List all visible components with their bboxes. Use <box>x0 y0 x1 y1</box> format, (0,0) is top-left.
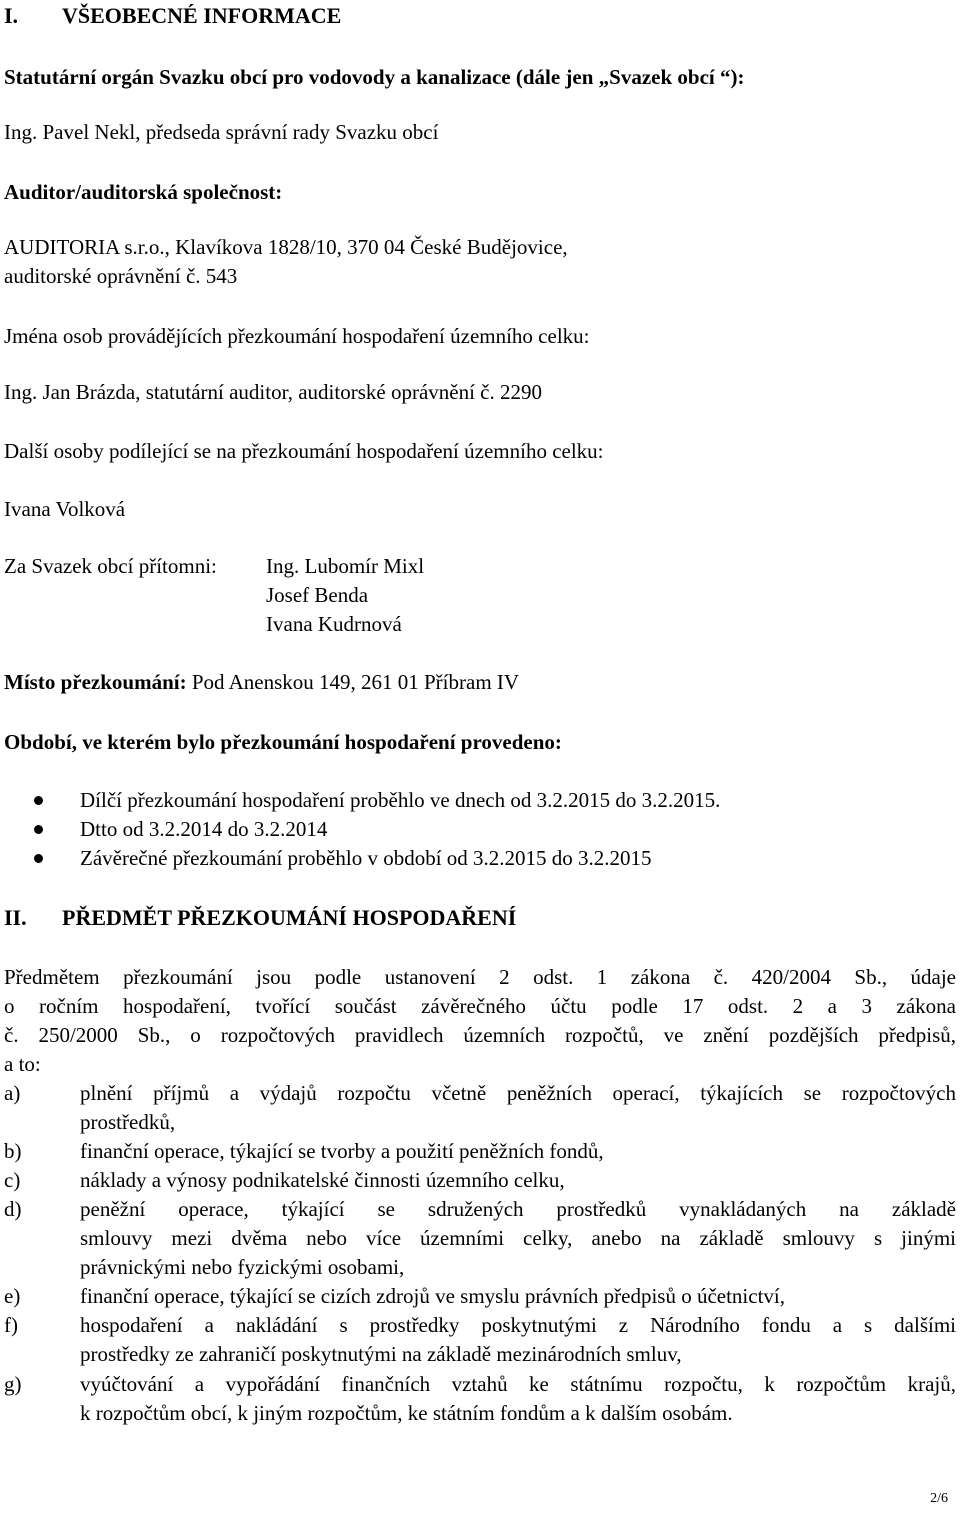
section-2-number: II. <box>4 905 27 930</box>
present-person: Josef Benda <box>266 583 369 607</box>
intro-line: č. 250/2000 Sb., o rozpočtových pravidlech územních rozpočtů, ve znění pozdějších předpisů, <box>4 1023 956 1047</box>
bullet-icon <box>34 825 43 834</box>
intro-line: Předmětem přezkoumání jsou podle ustanovení 2 odst. 1 zákona č. 420/2004 Sb., údaje <box>4 965 956 989</box>
item-marker: a) <box>4 1081 21 1105</box>
names-value: Ing. Jan Brázda, statutární auditor, auditorské oprávnění č. 2290 <box>4 380 543 404</box>
others-value: Ivana Volková <box>4 497 126 521</box>
item-line: právnickými nebo fyzickými osobami, <box>80 1255 405 1279</box>
others-label: Další osoby podílející se na přezkoumání hospodaření územního celku: <box>4 439 604 463</box>
page-number: 2/6 <box>930 1491 948 1506</box>
item-line: plnění příjmů a výdajů rozpočtu včetně peněžních operací, týkajících se rozpočtových <box>80 1081 956 1105</box>
auditor-line-1: AUDITORIA s.r.o., Klavíkova 1828/10, 370 04 České Budějovice, <box>4 235 568 259</box>
place-line <box>4 668 519 697</box>
item-marker: b) <box>4 1139 22 1163</box>
section-1-title: VŠEOBECNÉ INFORMACE <box>62 3 342 28</box>
item-marker: f) <box>4 1313 18 1337</box>
section-2-title: PŘEDMĚT PŘEZKOUMÁNÍ HOSPODAŘENÍ <box>62 905 517 930</box>
item-line: prostředky ze zahraničí poskytnutými na základě mezinárodních smluv, <box>80 1342 682 1366</box>
intro-line: a to: <box>4 1052 41 1076</box>
item-line: prostředků, <box>80 1110 176 1134</box>
list-item-a <box>80 1079 956 1137</box>
list-item-d <box>80 1195 956 1282</box>
period-item: Dtto od 3.2.2014 do 3.2.2014 <box>80 817 328 841</box>
place-label: Místo přezkoumání: <box>4 670 187 694</box>
bullet-icon <box>34 796 43 805</box>
list-item-c <box>80 1166 956 1195</box>
item-marker: e) <box>4 1284 21 1308</box>
item-line: náklady a výnosy podnikatelské činnosti územního celku, <box>80 1168 565 1192</box>
item-marker: c) <box>4 1168 21 1192</box>
list-item-f <box>80 1311 956 1369</box>
section-1-number: I. <box>4 3 19 28</box>
period-item: Závěrečné přezkoumání proběhlo v období od 3.2.2015 do 3.2.2015 <box>80 846 652 870</box>
period-label: Období, ve kterém bylo přezkoumání hospodaření provedeno: <box>4 730 562 754</box>
document-page <box>4 0 956 1513</box>
present-person: Ing. Lubomír Mixl <box>266 554 425 578</box>
list-item-e <box>80 1282 956 1311</box>
list-item-b <box>80 1137 956 1166</box>
item-line: peněžní operace, týkající se sdružených prostředků vynakládaných na základě <box>80 1197 956 1221</box>
auditor-label: Auditor/auditorská společnost: <box>4 180 283 204</box>
period-item: Dílčí přezkoumání hospodaření proběhlo ve dnech od 3.2.2015 do 3.2.2015. <box>80 788 721 812</box>
item-line: k rozpočtům obcí, k jiným rozpočtům, ke státním fondům a k dalším osobám. <box>80 1401 733 1425</box>
item-line: hospodaření a nakládání s prostředky poskytnutými z Národního fondu a s dalšími <box>80 1313 956 1337</box>
names-label: Jména osob provádějících přezkoumání hospodaření územního celku: <box>4 324 590 348</box>
statutory-value: Ing. Pavel Nekl, předseda správní rady Svazku obcí <box>4 120 439 144</box>
item-line: smlouvy mezi dvěma nebo více územními celky, anebo na základě smlouvy s jinými <box>80 1226 956 1250</box>
intro-line: o ročním hospodaření, tvořící součást závěrečného účtu podle 17 odst. 2 a 3 zákona <box>4 994 956 1018</box>
statutory-label: Statutární orgán Svazku obcí pro vodovody a kanalizace (dále jen „Svazek obcí “): <box>4 65 745 89</box>
item-line: vyúčtování a vypořádání finančních vztahů ke státnímu rozpočtu, k rozpočtům krajů, <box>80 1372 956 1396</box>
place-value: Pod Anenskou 149, 261 01 Příbram IV <box>191 670 520 694</box>
present-label: Za Svazek obcí přítomni: <box>4 554 217 578</box>
bullet-icon <box>34 854 43 863</box>
item-marker: d) <box>4 1197 22 1221</box>
present-person: Ivana Kudrnová <box>266 612 402 636</box>
item-line: finanční operace, týkající se tvorby a použití peněžních fondů, <box>80 1139 604 1163</box>
item-marker: g) <box>4 1372 22 1396</box>
list-item-g <box>80 1370 956 1428</box>
auditor-line-2: auditorské oprávnění č. 543 <box>4 264 238 288</box>
item-line: finanční operace, týkající se cizích zdrojů ve smyslu právních předpisů o účetnictví, <box>80 1284 786 1308</box>
